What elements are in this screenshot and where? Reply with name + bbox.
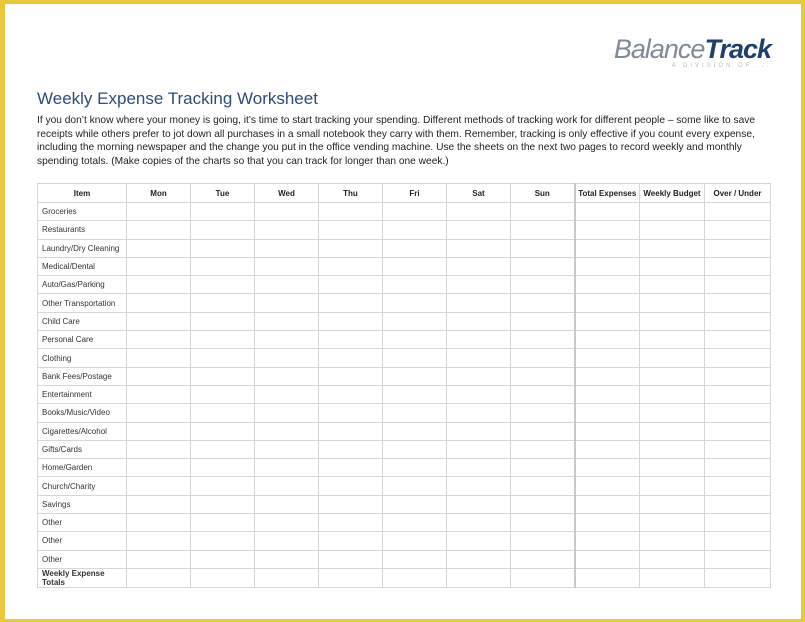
column-header-sun: Sun xyxy=(511,184,575,203)
row-label: Home/Garden xyxy=(38,459,127,477)
entry-cell[interactable] xyxy=(447,532,511,550)
entry-cell[interactable] xyxy=(319,477,383,495)
row-label: Child Care xyxy=(38,312,127,330)
entry-cell[interactable] xyxy=(255,404,319,422)
row-label: Other xyxy=(38,532,127,550)
entry-cell[interactable] xyxy=(255,367,319,385)
entry-cell[interactable] xyxy=(383,294,447,312)
entry-cell[interactable] xyxy=(127,404,191,422)
entry-cell[interactable] xyxy=(575,203,640,221)
entry-cell[interactable] xyxy=(191,221,255,239)
entry-cell[interactable] xyxy=(575,221,640,239)
entry-cell[interactable] xyxy=(383,312,447,330)
entry-cell[interactable] xyxy=(191,312,255,330)
entry-cell[interactable] xyxy=(127,367,191,385)
entry-cell[interactable] xyxy=(447,568,511,587)
entry-cell[interactable] xyxy=(255,294,319,312)
entry-cell[interactable] xyxy=(511,422,575,440)
entry-cell[interactable] xyxy=(640,203,705,221)
table-row xyxy=(38,550,771,568)
entry-cell[interactable] xyxy=(575,550,640,568)
table-row xyxy=(38,422,771,440)
entry-cell[interactable] xyxy=(447,422,511,440)
row-label: Entertainment xyxy=(38,385,127,403)
entry-cell[interactable] xyxy=(255,459,319,477)
table-row xyxy=(38,459,771,477)
intro-paragraph: If you don’t know where your money is going, it’s time to start tracking your spending. Different methods of tracking work for different people – some like to save receipts while others prefer to jot down all purchases in a small notebook they carry with them. Remember, tracking is only effective if you count every expense, including the morning newspaper and the change you put in the office vending machine. Use the sheets on the next two pages to record weekly and monthly spending totals. (Make copies of the charts so that you can track for longer than one week.) xyxy=(37,115,756,167)
entry-cell[interactable] xyxy=(255,276,319,294)
entry-cell[interactable] xyxy=(319,203,383,221)
entry-cell[interactable] xyxy=(447,459,511,477)
page-title: Weekly Expense Tracking Worksheet xyxy=(37,89,318,108)
logo-light: Balance xyxy=(613,34,705,64)
entry-cell[interactable] xyxy=(383,568,447,587)
entry-cell[interactable] xyxy=(447,477,511,495)
entry-cell[interactable] xyxy=(705,568,771,587)
entry-cell[interactable] xyxy=(705,477,771,495)
entry-cell[interactable] xyxy=(319,239,383,257)
entry-cell[interactable] xyxy=(705,367,771,385)
table-row xyxy=(38,331,771,349)
entry-cell[interactable] xyxy=(191,514,255,532)
entry-cell[interactable] xyxy=(640,532,705,550)
entry-cell[interactable] xyxy=(319,404,383,422)
entry-cell[interactable] xyxy=(575,514,640,532)
entry-cell[interactable] xyxy=(640,221,705,239)
column-header-thu: Thu xyxy=(319,184,383,203)
table-row xyxy=(38,532,771,550)
entry-cell[interactable] xyxy=(511,385,575,403)
entry-cell[interactable] xyxy=(447,404,511,422)
entry-cell[interactable] xyxy=(255,349,319,367)
entry-cell[interactable] xyxy=(447,203,511,221)
entry-cell[interactable] xyxy=(383,404,447,422)
entry-cell[interactable] xyxy=(575,349,640,367)
entry-cell[interactable] xyxy=(255,532,319,550)
entry-cell[interactable] xyxy=(319,221,383,239)
entry-cell[interactable] xyxy=(640,276,705,294)
entry-cell[interactable] xyxy=(640,257,705,275)
entry-cell[interactable] xyxy=(383,422,447,440)
table-body xyxy=(38,203,771,588)
entry-cell[interactable] xyxy=(511,276,575,294)
entry-cell[interactable] xyxy=(191,331,255,349)
entry-cell[interactable] xyxy=(575,459,640,477)
entry-cell[interactable] xyxy=(575,276,640,294)
entry-cell[interactable] xyxy=(447,385,511,403)
table-row xyxy=(38,221,771,239)
entry-cell[interactable] xyxy=(383,239,447,257)
entry-cell[interactable] xyxy=(705,404,771,422)
entry-cell[interactable] xyxy=(319,422,383,440)
column-header-total-expenses: Total Expenses xyxy=(575,184,640,203)
entry-cell[interactable] xyxy=(511,221,575,239)
entry-cell[interactable] xyxy=(255,385,319,403)
entry-cell[interactable] xyxy=(705,312,771,330)
entry-cell[interactable] xyxy=(640,239,705,257)
entry-cell[interactable] xyxy=(319,459,383,477)
entry-cell[interactable] xyxy=(383,440,447,458)
entry-cell[interactable] xyxy=(640,422,705,440)
entry-cell[interactable] xyxy=(640,459,705,477)
row-label: Gifts/Cards xyxy=(38,440,127,458)
entry-cell[interactable] xyxy=(255,514,319,532)
entry-cell[interactable] xyxy=(191,367,255,385)
entry-cell[interactable] xyxy=(705,422,771,440)
entry-cell[interactable] xyxy=(511,239,575,257)
column-header-wed: Wed xyxy=(255,184,319,203)
entry-cell[interactable] xyxy=(447,221,511,239)
entry-cell[interactable] xyxy=(511,367,575,385)
entry-cell[interactable] xyxy=(705,440,771,458)
entry-cell[interactable] xyxy=(511,440,575,458)
table-row xyxy=(38,276,771,294)
row-label: Weekly Expense Totals xyxy=(38,568,127,587)
entry-cell[interactable] xyxy=(447,495,511,513)
entry-cell[interactable] xyxy=(127,550,191,568)
entry-cell[interactable] xyxy=(705,459,771,477)
entry-cell[interactable] xyxy=(640,367,705,385)
entry-cell[interactable] xyxy=(640,385,705,403)
entry-cell[interactable] xyxy=(191,385,255,403)
row-label: Books/Music/Video xyxy=(38,404,127,422)
entry-cell[interactable] xyxy=(319,550,383,568)
totals-row xyxy=(38,568,771,587)
entry-cell[interactable] xyxy=(127,239,191,257)
entry-cell[interactable] xyxy=(447,367,511,385)
entry-cell[interactable] xyxy=(705,550,771,568)
entry-cell[interactable] xyxy=(575,440,640,458)
entry-cell[interactable] xyxy=(127,568,191,587)
entry-cell[interactable] xyxy=(447,440,511,458)
entry-cell[interactable] xyxy=(705,514,771,532)
column-header-tue: Tue xyxy=(191,184,255,203)
entry-cell[interactable] xyxy=(447,331,511,349)
entry-cell[interactable] xyxy=(127,331,191,349)
entry-cell[interactable] xyxy=(319,367,383,385)
entry-cell[interactable] xyxy=(255,221,319,239)
entry-cell[interactable] xyxy=(705,349,771,367)
entry-cell[interactable] xyxy=(511,477,575,495)
entry-cell[interactable] xyxy=(191,294,255,312)
entry-cell[interactable] xyxy=(640,404,705,422)
entry-cell[interactable] xyxy=(319,276,383,294)
entry-cell[interactable] xyxy=(255,495,319,513)
entry-cell[interactable] xyxy=(705,276,771,294)
entry-cell[interactable] xyxy=(319,312,383,330)
entry-cell[interactable] xyxy=(575,367,640,385)
entry-cell[interactable] xyxy=(511,550,575,568)
entry-cell[interactable] xyxy=(383,257,447,275)
entry-cell[interactable] xyxy=(127,203,191,221)
entry-cell[interactable] xyxy=(383,221,447,239)
entry-cell[interactable] xyxy=(127,221,191,239)
entry-cell[interactable] xyxy=(255,568,319,587)
entry-cell[interactable] xyxy=(511,459,575,477)
row-label: Laundry/Dry Cleaning xyxy=(38,239,127,257)
column-header-item: Item xyxy=(38,184,127,203)
entry-cell[interactable] xyxy=(705,257,771,275)
entry-cell[interactable] xyxy=(255,257,319,275)
entry-cell[interactable] xyxy=(383,331,447,349)
entry-cell[interactable] xyxy=(640,514,705,532)
row-label: Cigarettes/Alcohol xyxy=(38,422,127,440)
table-row xyxy=(38,440,771,458)
entry-cell[interactable] xyxy=(511,331,575,349)
entry-cell[interactable] xyxy=(511,532,575,550)
table-row xyxy=(38,312,771,330)
entry-cell[interactable] xyxy=(511,312,575,330)
table-row xyxy=(38,404,771,422)
entry-cell[interactable] xyxy=(127,349,191,367)
entry-cell[interactable] xyxy=(705,385,771,403)
entry-cell[interactable] xyxy=(447,294,511,312)
entry-cell[interactable] xyxy=(640,294,705,312)
entry-cell[interactable] xyxy=(191,568,255,587)
column-header-sat: Sat xyxy=(447,184,511,203)
row-label: Other xyxy=(38,550,127,568)
entry-cell[interactable] xyxy=(127,422,191,440)
row-label: Church/Charity xyxy=(38,477,127,495)
entry-cell[interactable] xyxy=(383,532,447,550)
table-header-row xyxy=(38,184,771,203)
column-header-fri: Fri xyxy=(383,184,447,203)
entry-cell[interactable] xyxy=(127,514,191,532)
entry-cell[interactable] xyxy=(640,312,705,330)
table-row xyxy=(38,367,771,385)
entry-cell[interactable] xyxy=(575,568,640,587)
entry-cell[interactable] xyxy=(383,495,447,513)
entry-cell[interactable] xyxy=(383,459,447,477)
entry-cell[interactable] xyxy=(191,239,255,257)
table-row xyxy=(38,349,771,367)
entry-cell[interactable] xyxy=(705,294,771,312)
table-row xyxy=(38,294,771,312)
row-label: Personal Care xyxy=(38,331,127,349)
entry-cell[interactable] xyxy=(705,532,771,550)
entry-cell[interactable] xyxy=(191,440,255,458)
entry-cell[interactable] xyxy=(255,239,319,257)
entry-cell[interactable] xyxy=(255,331,319,349)
entry-cell[interactable] xyxy=(511,349,575,367)
entry-cell[interactable] xyxy=(575,312,640,330)
entry-cell[interactable] xyxy=(383,514,447,532)
entry-cell[interactable] xyxy=(575,294,640,312)
entry-cell[interactable] xyxy=(575,239,640,257)
entry-cell[interactable] xyxy=(511,257,575,275)
entry-cell[interactable] xyxy=(511,294,575,312)
entry-cell[interactable] xyxy=(319,514,383,532)
logo-bold: Track xyxy=(704,34,771,64)
entry-cell[interactable] xyxy=(255,550,319,568)
row-label: Groceries xyxy=(38,203,127,221)
entry-cell[interactable] xyxy=(383,203,447,221)
table-row xyxy=(38,257,771,275)
entry-cell[interactable] xyxy=(640,550,705,568)
entry-cell[interactable] xyxy=(191,477,255,495)
entry-cell[interactable] xyxy=(447,276,511,294)
entry-cell[interactable] xyxy=(640,495,705,513)
entry-cell[interactable] xyxy=(127,459,191,477)
entry-cell[interactable] xyxy=(255,203,319,221)
entry-cell[interactable] xyxy=(127,532,191,550)
entry-cell[interactable] xyxy=(319,385,383,403)
entry-cell[interactable] xyxy=(319,331,383,349)
entry-cell[interactable] xyxy=(640,477,705,495)
row-label: Auto/Gas/Parking xyxy=(38,276,127,294)
entry-cell[interactable] xyxy=(383,367,447,385)
row-label: Savings xyxy=(38,495,127,513)
logo-wordmark xyxy=(614,34,771,65)
column-header-over-under: Over / Under xyxy=(705,184,771,203)
table-row xyxy=(38,477,771,495)
entry-cell[interactable] xyxy=(319,568,383,587)
entry-cell[interactable] xyxy=(191,532,255,550)
column-header-weekly-budget: Weekly Budget xyxy=(640,184,705,203)
table-row xyxy=(38,239,771,257)
entry-cell[interactable] xyxy=(447,550,511,568)
entry-cell[interactable] xyxy=(383,349,447,367)
entry-cell[interactable] xyxy=(127,312,191,330)
entry-cell[interactable] xyxy=(447,349,511,367)
entry-cell[interactable] xyxy=(127,257,191,275)
entry-cell[interactable] xyxy=(255,477,319,495)
entry-cell[interactable] xyxy=(255,440,319,458)
entry-cell[interactable] xyxy=(575,404,640,422)
entry-cell[interactable] xyxy=(705,331,771,349)
balancetrack-logo xyxy=(614,34,771,69)
entry-cell[interactable] xyxy=(191,495,255,513)
entry-cell[interactable] xyxy=(319,440,383,458)
entry-cell[interactable] xyxy=(383,550,447,568)
entry-cell[interactable] xyxy=(511,203,575,221)
row-label: Medical/Dental xyxy=(38,257,127,275)
row-label: Other xyxy=(38,514,127,532)
entry-cell[interactable] xyxy=(705,495,771,513)
entry-cell[interactable] xyxy=(705,203,771,221)
row-label: Restaurants xyxy=(38,221,127,239)
entry-cell[interactable] xyxy=(255,422,319,440)
entry-cell[interactable] xyxy=(319,495,383,513)
entry-cell[interactable] xyxy=(127,440,191,458)
entry-cell[interactable] xyxy=(705,221,771,239)
entry-cell[interactable] xyxy=(640,568,705,587)
entry-cell[interactable] xyxy=(575,422,640,440)
entry-cell[interactable] xyxy=(511,404,575,422)
entry-cell[interactable] xyxy=(191,550,255,568)
table-row xyxy=(38,203,771,221)
entry-cell[interactable] xyxy=(640,440,705,458)
entry-cell[interactable] xyxy=(319,349,383,367)
entry-cell[interactable] xyxy=(127,294,191,312)
entry-cell[interactable] xyxy=(447,312,511,330)
entry-cell[interactable] xyxy=(191,422,255,440)
worksheet-page xyxy=(5,4,801,619)
entry-cell[interactable] xyxy=(640,331,705,349)
entry-cell[interactable] xyxy=(255,312,319,330)
entry-cell[interactable] xyxy=(383,477,447,495)
entry-cell[interactable] xyxy=(575,257,640,275)
entry-cell[interactable] xyxy=(319,294,383,312)
entry-cell[interactable] xyxy=(319,257,383,275)
entry-cell[interactable] xyxy=(127,276,191,294)
entry-cell[interactable] xyxy=(383,276,447,294)
entry-cell[interactable] xyxy=(511,514,575,532)
table-row xyxy=(38,385,771,403)
entry-cell[interactable] xyxy=(447,514,511,532)
entry-cell[interactable] xyxy=(447,239,511,257)
expense-table xyxy=(37,183,771,588)
entry-cell[interactable] xyxy=(575,331,640,349)
entry-cell[interactable] xyxy=(191,404,255,422)
entry-cell[interactable] xyxy=(511,568,575,587)
row-label: Bank Fees/Postage xyxy=(38,367,127,385)
entry-cell[interactable] xyxy=(191,257,255,275)
column-header-mon: Mon xyxy=(127,184,191,203)
entry-cell[interactable] xyxy=(319,532,383,550)
row-label: Clothing xyxy=(38,349,127,367)
entry-cell[interactable] xyxy=(447,257,511,275)
entry-cell[interactable] xyxy=(191,459,255,477)
entry-cell[interactable] xyxy=(127,385,191,403)
entry-cell[interactable] xyxy=(575,385,640,403)
entry-cell[interactable] xyxy=(705,239,771,257)
entry-cell[interactable] xyxy=(191,349,255,367)
entry-cell[interactable] xyxy=(191,203,255,221)
table-row xyxy=(38,514,771,532)
entry-cell[interactable] xyxy=(575,495,640,513)
entry-cell[interactable] xyxy=(383,385,447,403)
entry-cell[interactable] xyxy=(191,276,255,294)
entry-cell[interactable] xyxy=(127,495,191,513)
entry-cell[interactable] xyxy=(511,495,575,513)
entry-cell[interactable] xyxy=(640,349,705,367)
entry-cell[interactable] xyxy=(575,532,640,550)
row-label: Other Transportation xyxy=(38,294,127,312)
table-row xyxy=(38,495,771,513)
entry-cell[interactable] xyxy=(127,477,191,495)
logo-tagline: A DIVISION OF ... xyxy=(671,63,771,69)
entry-cell[interactable] xyxy=(575,477,640,495)
